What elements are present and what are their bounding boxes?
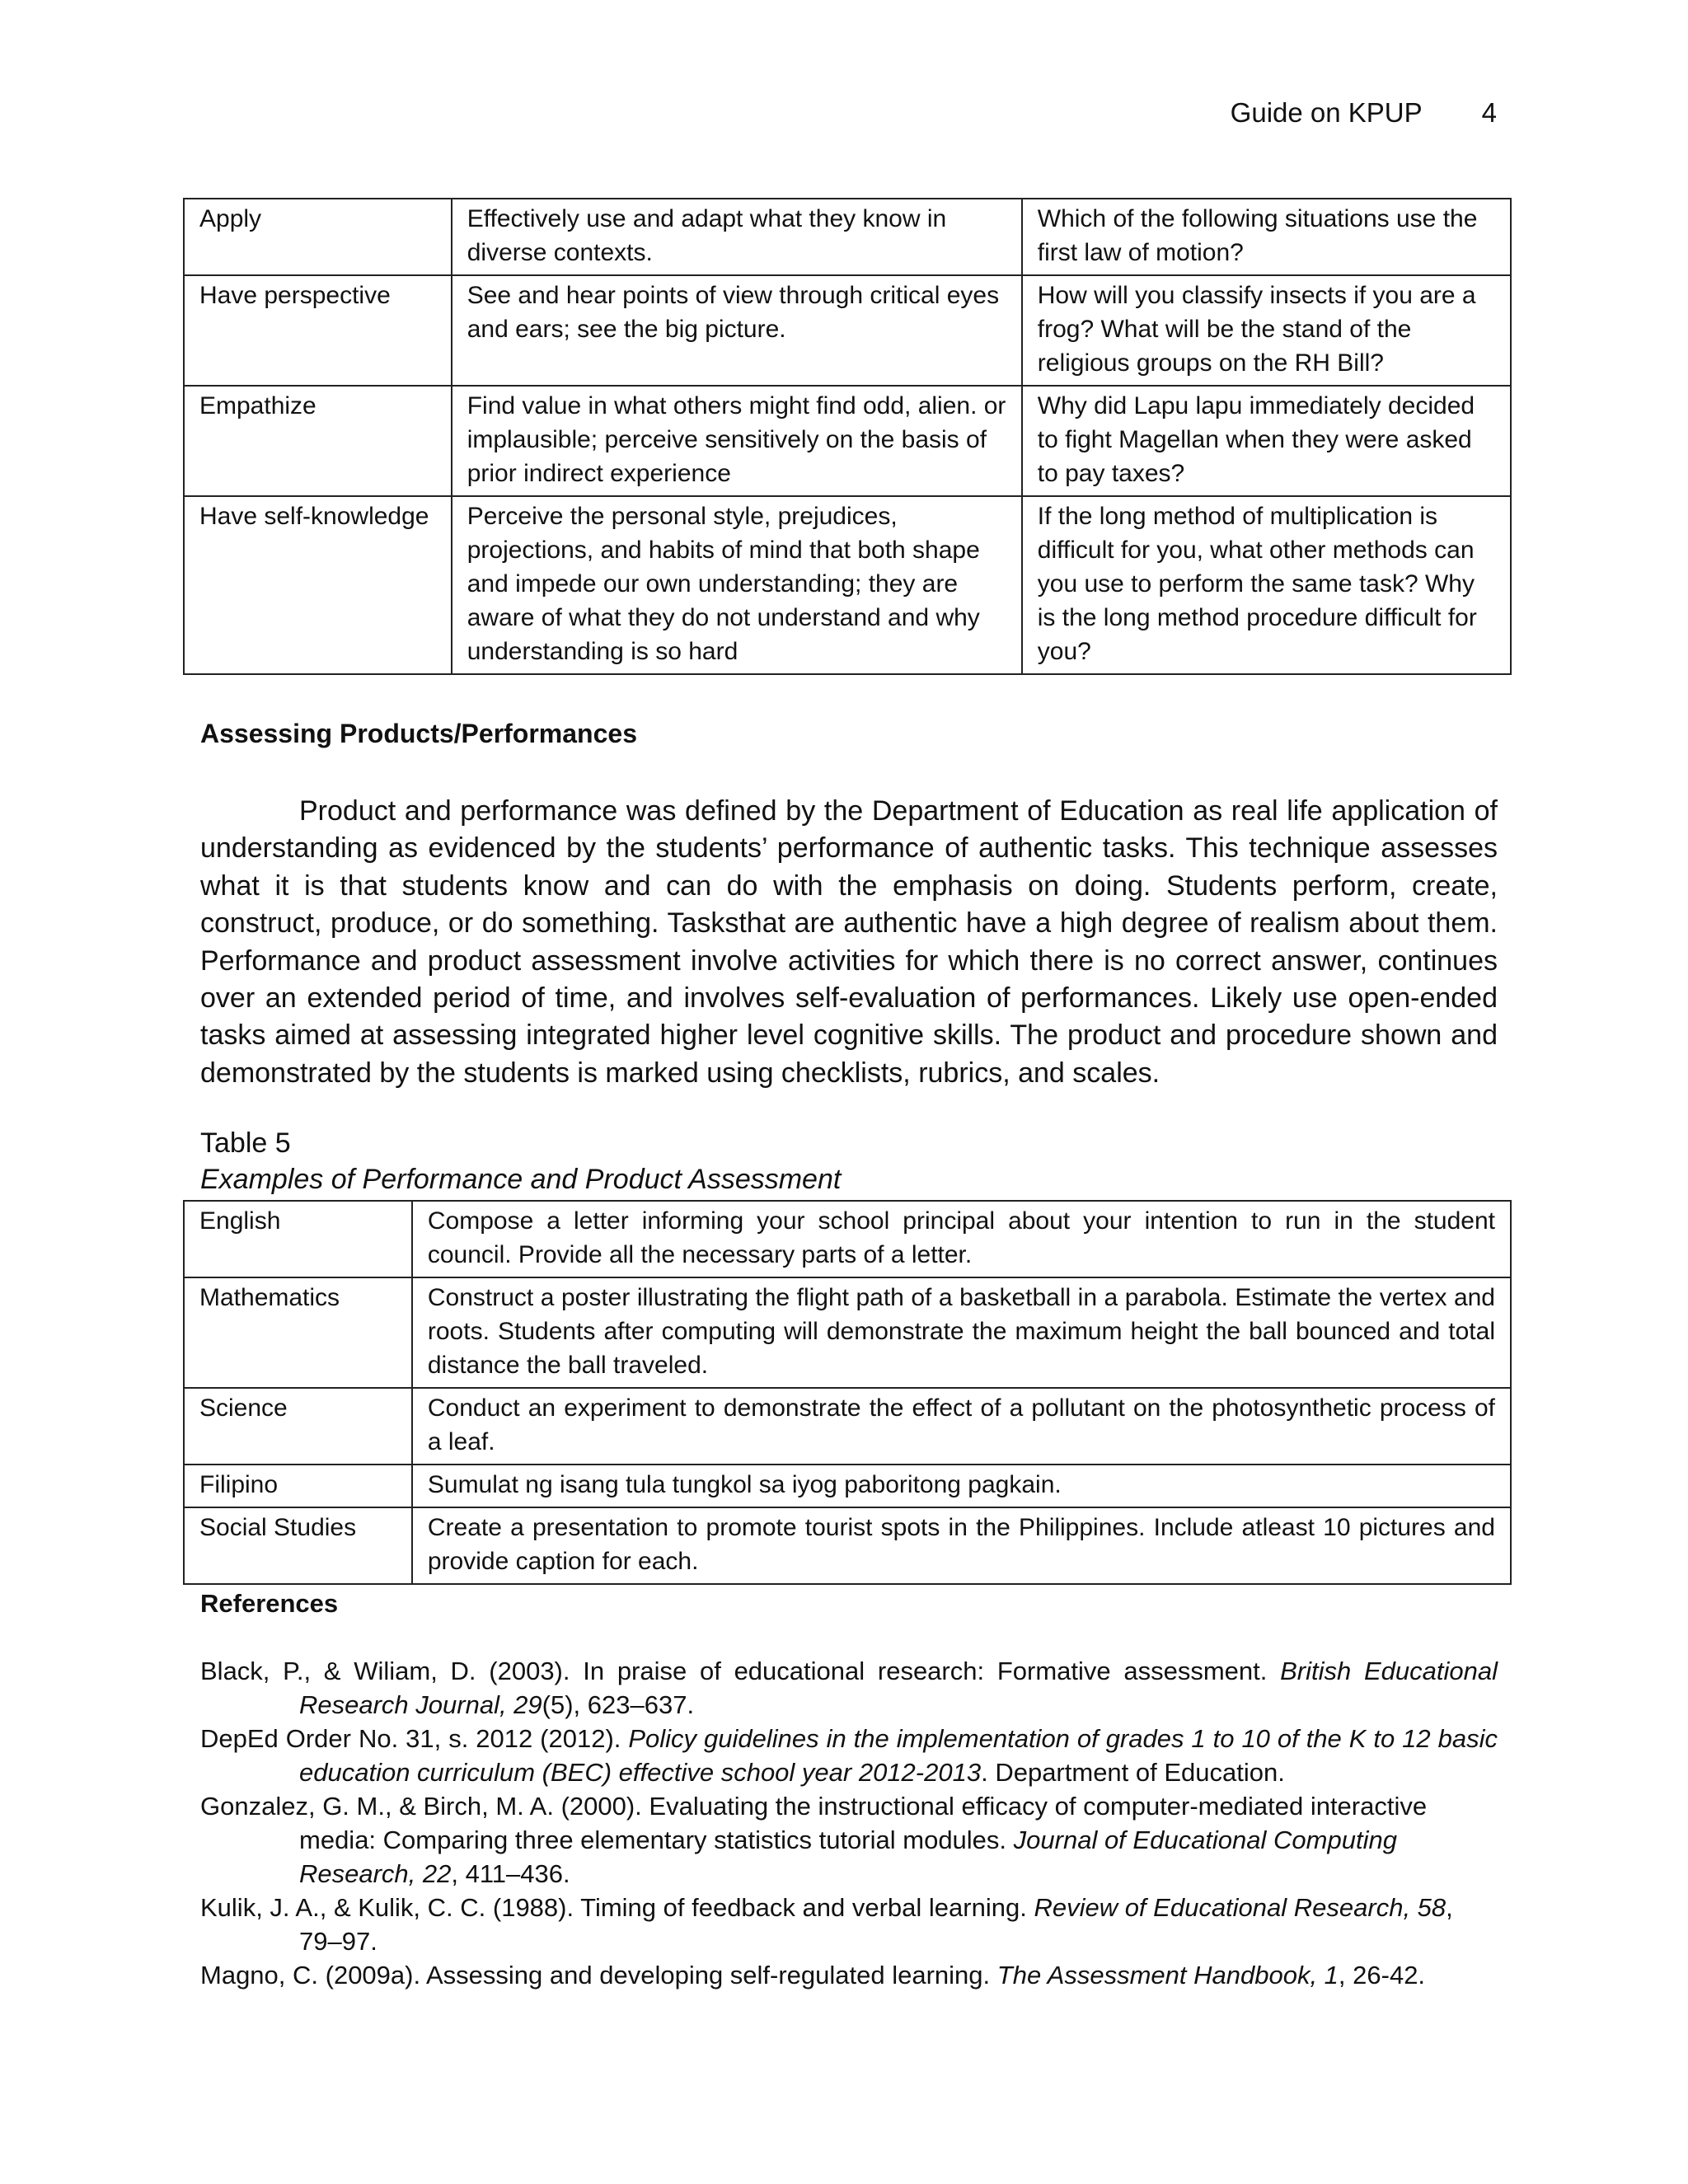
page-header xyxy=(1231,97,1497,129)
reference-item xyxy=(200,1789,1498,1891)
table-row xyxy=(184,275,1511,386)
reference-source: Policy guidelines in the implementation of grades 1 to 10 of the K to 12 basic education curriculum (BEC) effective school year 2012-2013 xyxy=(299,1724,1498,1787)
task-cell: Create a presentation to promote tourist spots in the Philippines. Include atleast 10 pictures and provide caption for each. xyxy=(412,1507,1511,1584)
table-row xyxy=(184,1465,1511,1507)
subject-cell: Science xyxy=(184,1388,412,1465)
reference-text: Kulik, J. A., & Kulik, C. C. (1988). Timing of feedback and verbal learning. xyxy=(200,1893,1034,1922)
reference-item xyxy=(200,1654,1498,1722)
reference-list xyxy=(200,1654,1498,1992)
description-cell: See and hear points of view through critical eyes and ears; see the big picture. xyxy=(452,275,1022,386)
example-cell: Why did Lapu lapu immediately decided to fight Magellan when they were asked to pay taxes? xyxy=(1022,386,1511,496)
facet-cell: Have self-knowledge xyxy=(184,496,452,674)
table-row xyxy=(184,496,1511,674)
reference-text: Black, P., & Wiliam, D. (2003). In praise of educational research: Formative assessment. xyxy=(200,1657,1281,1685)
reference-source: Journal of Educational Computing Research, 22 xyxy=(299,1825,1397,1888)
table-row xyxy=(184,1507,1511,1584)
body-paragraph: Product and performance was defined by the Department of Education as real life application of understanding as evidenced by the students’ performance of authentic tasks. This technique assesses what it is that students know and can do with the emphasis on doing. Students perform, create, construct, produce, or do something. Tasksthat are authentic have a high degree of realism about them. Performance and product assessment involve activities for which there is no correct answer, continues over an extended period of time, and involves self-evaluation of performances. Likely use open-ended tasks aimed at assessing integrated higher level cognitive skills. The product and procedure shown and demonstrated by the students is marked using checklists, rubrics, and scales. xyxy=(200,795,1498,1089)
example-cell: If the long method of multiplication is difficult for you, what other methods can you use to perform the same task? Why is the long method procedure difficult for you? xyxy=(1022,496,1511,674)
table-row xyxy=(184,1277,1511,1388)
reference-text: , 411–436. xyxy=(451,1859,570,1888)
facet-cell: Empathize xyxy=(184,386,452,496)
reference-source: British Educational Research Journal, 29 xyxy=(299,1657,1498,1719)
subject-cell: Mathematics xyxy=(184,1277,412,1388)
table-row xyxy=(184,199,1511,275)
reference-text: . Department of Education. xyxy=(981,1758,1285,1787)
description-cell: Perceive the personal style, prejudices, projections, and habits of mind that both shape and impede our own understanding; they are aware of what they do not understand and why understanding is so hard xyxy=(452,496,1022,674)
task-cell: Sumulat ng isang tula tungkol sa iyog paboritong pagkain. xyxy=(412,1465,1511,1507)
page-number: 4 xyxy=(1481,97,1497,128)
reference-item xyxy=(200,1958,1498,1992)
table-caption: Examples of Performance and Product Assessment xyxy=(200,1164,842,1195)
reference-item xyxy=(200,1722,1498,1789)
reference-text: , 79–97. xyxy=(299,1893,1453,1956)
task-cell: Construct a poster illustrating the flight path of a basketball in a parabola. Estimate the vertex and roots. Students after computing will demonstrate the maximum height the ball bounced and total distance the ball traveled. xyxy=(412,1277,1511,1388)
example-cell: How will you classify insects if you are a frog? What will be the stand of the religious groups on the RH Bill? xyxy=(1022,275,1511,386)
references-heading: References xyxy=(200,1589,339,1618)
section-heading: Assessing Products/Performances xyxy=(200,719,637,748)
reference-source: The Assessment Handbook, 1 xyxy=(996,1961,1339,1990)
table-row xyxy=(184,1201,1511,1277)
reference-text: Magno, C. (2009a). Assessing and developing self-regulated learning. xyxy=(200,1961,997,1990)
subject-cell: Filipino xyxy=(184,1465,412,1507)
description-cell: Find value in what others might find odd, alien. or implausible; perceive sensitively on the basis of prior indirect experience xyxy=(452,386,1022,496)
table-row xyxy=(184,386,1511,496)
assessment-examples-table xyxy=(183,1200,1512,1585)
task-cell: Compose a letter informing your school principal about your intention to run in the student council. Provide all the necessary parts of a letter. xyxy=(412,1201,1511,1277)
reference-text: (5), 623–637. xyxy=(542,1690,695,1719)
table-row xyxy=(184,1388,1511,1465)
subject-cell: English xyxy=(184,1201,412,1277)
facet-cell: Have perspective xyxy=(184,275,452,386)
reference-item xyxy=(200,1891,1498,1958)
reference-text: DepEd Order No. 31, s. 2012 (2012). xyxy=(200,1724,629,1753)
subject-cell: Social Studies xyxy=(184,1507,412,1584)
facet-cell: Apply xyxy=(184,199,452,275)
understanding-facets-table xyxy=(183,198,1512,675)
reference-text: Gonzalez, G. M., & Birch, M. A. (2000). Evaluating the instructional efficacy of computer-mediated interactive media: Comparing three elementary statistics tutorial modules. xyxy=(200,1792,1428,1854)
table-label: Table 5 xyxy=(200,1127,291,1159)
reference-source: Review of Educational Research, 58 xyxy=(1034,1893,1447,1922)
example-cell: Which of the following situations use the first law of motion? xyxy=(1022,199,1511,275)
reference-text: , 26-42. xyxy=(1338,1961,1426,1990)
task-cell: Conduct an experiment to demonstrate the effect of a pollutant on the photosynthetic process of a leaf. xyxy=(412,1388,1511,1465)
running-title: Guide on KPUP xyxy=(1230,97,1423,128)
description-cell: Effectively use and adapt what they know in diverse contexts. xyxy=(452,199,1022,275)
